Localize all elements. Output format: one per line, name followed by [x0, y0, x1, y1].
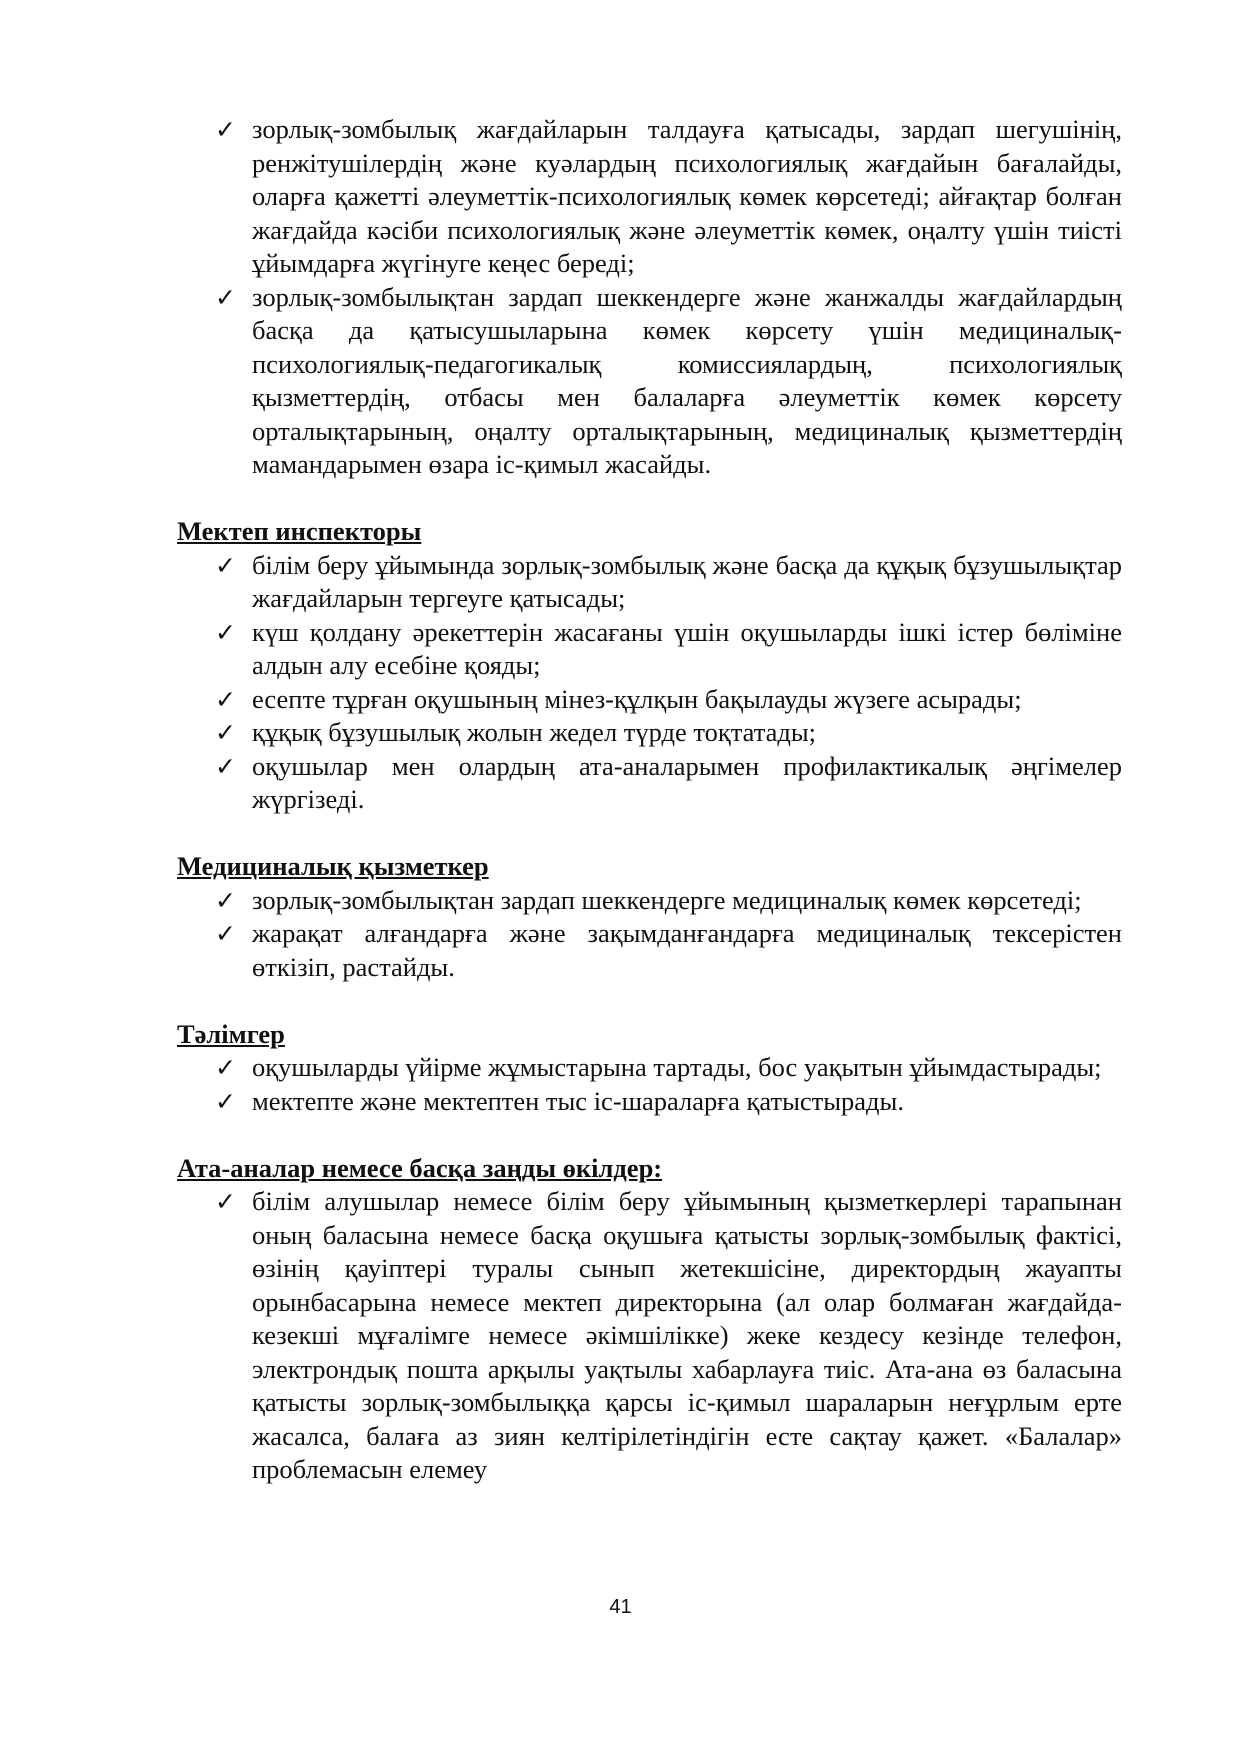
list-item-text: мектепте және мектептен тыс іс-шараларға қатыстырады.: [252, 1085, 904, 1116]
list-item-text: оқушыларды үйірме жұмыстарына тартады, бос уақытын ұйымдастырады;: [252, 1052, 1102, 1082]
section-heading-school-inspector: Мектеп инспекторы: [177, 516, 422, 546]
checkmark-icon: ✓: [215, 718, 236, 747]
list-item-text: оқушылар мен олардың ата-аналарымен профилактикалық әңгімелер жүргізеді.: [252, 750, 1122, 814]
checkmark-icon: ✓: [215, 282, 236, 312]
section-spacer: [177, 482, 1122, 516]
page-number: 41: [609, 1596, 632, 1618]
checkmark-icon: ✓: [215, 684, 236, 714]
checkmark-icon: ✓: [215, 115, 236, 144]
list-item-text: күш қолдану әрекеттерін жасағаны үшін оқушыларды ішкі істер бөліміне алдын алу есебіне қояды;: [252, 616, 1122, 680]
mentor-list: [177, 1051, 1122, 1118]
checkmark-icon: ✓: [215, 1053, 236, 1082]
page-content: [177, 113, 1122, 1487]
parents-list: [177, 1185, 1122, 1487]
checkmark-icon: ✓: [215, 919, 236, 948]
list-item-text: білім алушылар немесе білім беру ұйымының қызметкерлері тарапынан оның баласына немесе басқа оқушыға қатысты зорлық-зомбылық фактісі, өзінің қауіптері туралы сынып жетекшісіне, директордың жауапты орынбасарына немесе мектеп директорына (ал олар болмаған жағдайда-кезекші мұғалімге немесе әкімшілікке) жеке кездесу кезінде телефон, электрондық пошта арқылы уақтылы хабарлауға тиіс. Ата-ана өз баласына қатысты зорлық-зомбылыққа қарсы іс-қимыл шараларын неғұрлым ерте жасалса, балаға аз зиян келтірілетіндігін есте сақтау қажет. «Балалар» проблемасын елемеу: [252, 1186, 1122, 1484]
list-item: [177, 683, 1122, 717]
list-item: [177, 549, 1122, 616]
intro-list: [177, 113, 1122, 482]
list-item-text: білім беру ұйымында зорлық-зомбылық және басқа да құқық бұзушылықтар жағдайларын тергеуге қатысады;: [252, 549, 1122, 613]
list-item-text: құқық бұзушылық жолын жедел түрде тоқтатады;: [252, 717, 817, 747]
list-item-text: жарақат алғандарға және зақымданғандарға медициналық тексерістен өткізіп, растайды.: [252, 918, 1122, 982]
list-item: [177, 1051, 1122, 1085]
school-inspector-list: [177, 549, 1122, 817]
list-item: [177, 750, 1122, 817]
checkmark-icon: ✓: [215, 550, 236, 580]
checkmark-icon: ✓: [215, 885, 236, 915]
checkmark-icon: ✓: [215, 1086, 236, 1116]
section-spacer: [177, 984, 1122, 1018]
list-item: [177, 281, 1122, 482]
checkmark-icon: ✓: [215, 751, 236, 781]
list-item: [177, 716, 1122, 750]
list-item-text: есепте тұрған оқушының мінез-құлқын бақылауды жүзеге асырады;: [252, 683, 1022, 714]
section-spacer: [177, 817, 1122, 851]
list-item: [177, 113, 1122, 281]
list-item: [177, 1185, 1122, 1487]
checkmark-icon: ✓: [215, 617, 236, 647]
list-item: [177, 917, 1122, 984]
section-spacer: [177, 1118, 1122, 1152]
list-item-text: зорлық-зомбылықтан зардап шеккендерге және жанжалды жағдайлардың басқа да қатысушыларына көмек көрсету үшін медициналық-психологиялық-педагогикалық комиссиялардың, психологиялық қызметтердің, отбасы мен балаларға әлеуметтік көмек көрсету орталықтарының, оңалту орталықтарының, медициналық қызметтердің мамандарымен өзара іс-қимыл жасайды.: [252, 281, 1122, 479]
list-item: [177, 616, 1122, 683]
section-heading-parents: Ата-аналар немесе басқа заңды өкілдер:: [177, 1152, 663, 1183]
section-heading-mentor: Тәлімгер: [177, 1018, 285, 1049]
list-item: [177, 884, 1122, 918]
list-item: [177, 1085, 1122, 1119]
list-item-text: зорлық-зомбылықтан зардап шеккендерге медициналық көмек көрсетеді;: [252, 884, 1082, 915]
section-heading-medical-worker: Медициналық қызметкер: [177, 851, 489, 881]
checkmark-icon: ✓: [215, 1187, 236, 1216]
medical-worker-list: [177, 884, 1122, 985]
list-item-text: зорлық-зомбылық жағдайларын талдауға қатысады, зардап шегушінің, ренжітушілердің және куәлардың психологиялық жағдайын бағалайды, оларға қажетті әлеуметтік-психологиялық көмек көрсетеді; айғақтар болған жағдайда кәсіби психологиялық және әлеуметтік көмек, оңалту үшін тиісті ұйымдарға жүгінуге кеңес береді;: [252, 114, 1122, 278]
